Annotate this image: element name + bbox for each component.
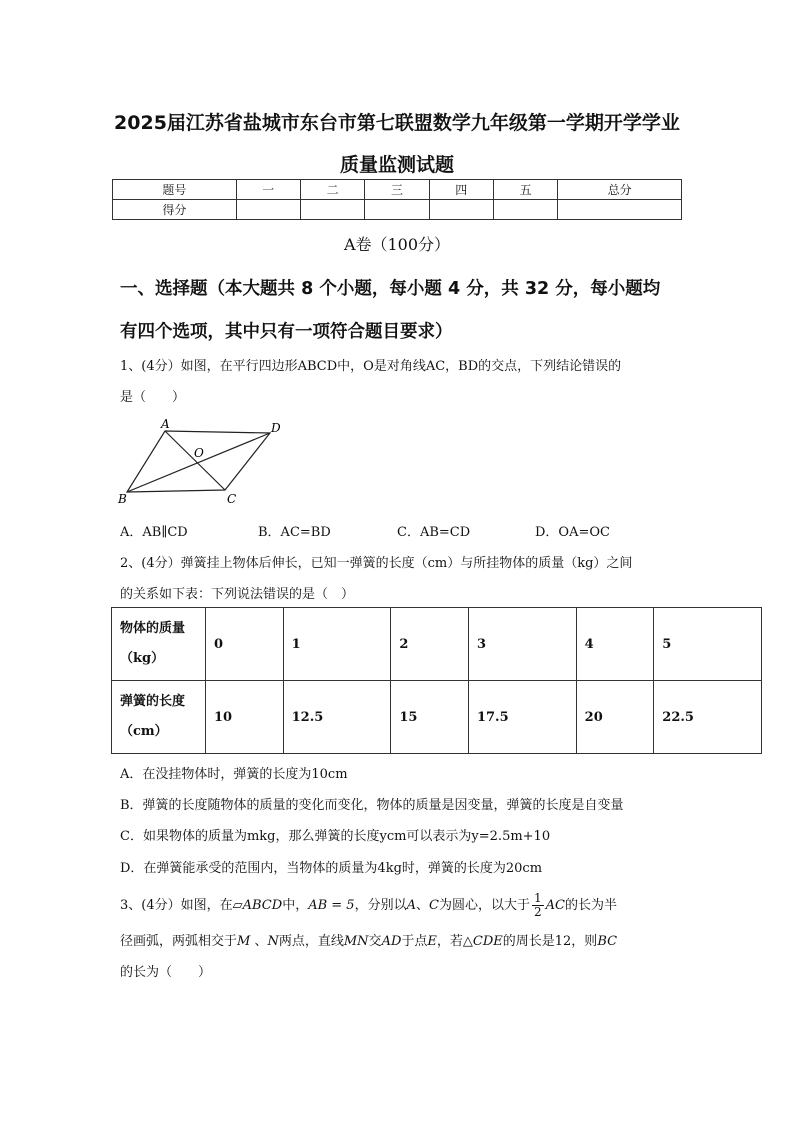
q3-mid2: ，分别以	[354, 898, 407, 913]
q3-text-part: 的周长是12，则	[502, 934, 598, 949]
fraction-denominator: 2	[533, 905, 542, 919]
q3-given: AB = 5	[308, 898, 355, 913]
option-d[interactable]: D．OA=OC	[535, 525, 610, 540]
q3-segment-bc: BC	[597, 934, 618, 949]
score-cell	[300, 200, 364, 220]
question-2-text: 2、(4分）弹簧挂上物体后伸长，已知一弹簧的长度（cm）与所挂物体的质量（kg）之间	[120, 556, 633, 571]
score-header-cell: 总分	[558, 180, 682, 200]
label-o: O	[194, 446, 204, 460]
option-c[interactable]: C．AB=CD	[397, 525, 471, 540]
q3-triangle-cde: △CDE	[462, 934, 503, 949]
q3-segment-ac: AC	[545, 898, 565, 913]
q3-text-part: 交	[368, 934, 382, 949]
exam-title-line2: 质量监测试题	[339, 154, 454, 176]
label-b: B	[118, 492, 127, 506]
mass-label-unit: （kg）	[120, 651, 165, 666]
score-cell	[558, 200, 682, 220]
length-cell: 15	[391, 681, 469, 754]
length-row	[112, 681, 762, 754]
exam-title-line1: 2025届江苏省盐城市东台市第七联盟数学九年级第一学期开学学业	[114, 112, 680, 134]
q3-text-part: 径画弧，两弧相交于	[120, 934, 238, 949]
question-1-text: 1、(4分）如图，在平行四边形ABCD中，O是对角线AC，BD的交点，下列结论错误的	[120, 359, 622, 374]
length-cell: 20	[576, 681, 654, 754]
q2-option-c[interactable]: C．如果物体的质量为mkg，那么弹簧的长度ycm可以表示为y=2.5m+10	[120, 829, 551, 844]
q2-option-d[interactable]: D．在弹簧能承受的范围内，当物体的质量为4kg时，弹簧的长度为20cm	[120, 861, 543, 876]
score-header-cell: 五	[493, 180, 557, 200]
section-heading-line1: 一、选择题（本大题共 8 个小题，每小题 4 分，共 32 分，每小题均	[120, 279, 661, 299]
fraction-numerator: 1	[533, 891, 542, 905]
question-3-text	[120, 892, 617, 919]
q3-text-part: 两点，直线	[278, 934, 344, 949]
mass-cell: 4	[576, 608, 654, 681]
q3-text-part: ，若	[436, 934, 463, 949]
section-heading-line2: 有四个选项，其中只有一项符合题目要求）	[120, 322, 453, 342]
score-row-label: 得分	[113, 200, 237, 220]
mass-cell: 5	[654, 608, 762, 681]
score-cell	[429, 200, 493, 220]
score-table-header-row	[113, 180, 682, 200]
length-cell: 10	[206, 681, 284, 754]
score-header-cell: 三	[365, 180, 429, 200]
q3-prefix: 3、(4分）如图，在	[120, 898, 233, 913]
q3-mid3: 为圆心，以大于	[438, 898, 530, 913]
q3-segment-ad: AD	[381, 934, 402, 949]
question-1-options	[120, 521, 720, 539]
mass-cell: 1	[283, 608, 391, 681]
score-table	[112, 179, 682, 220]
label-d: D	[271, 421, 281, 435]
question-2-text-cont: 的关系如下表：下列说法错误的是（ ）	[120, 587, 355, 602]
spring-data-table	[111, 607, 762, 754]
score-table-score-row	[113, 200, 682, 220]
score-header-cell: 四	[429, 180, 493, 200]
option-b[interactable]: B．AC=BD	[258, 525, 331, 540]
parallelogram-figure	[115, 415, 295, 510]
length-row-label	[112, 681, 206, 754]
q3-point-m: M	[237, 934, 251, 949]
q3-mid1: 中，	[282, 898, 309, 913]
length-cell: 12.5	[283, 681, 391, 754]
q3-text-part: 、	[250, 934, 268, 949]
diagonal-bd	[127, 433, 270, 492]
score-header-cell: 一	[236, 180, 300, 200]
q3-point-e: E	[427, 934, 437, 949]
q3-line-mn: MN	[343, 934, 369, 949]
option-a[interactable]: A．AB∥CD	[120, 525, 188, 540]
question-3-text-end: 的长为（ ）	[120, 965, 212, 980]
mass-cell: 0	[206, 608, 284, 681]
mass-cell: 2	[391, 608, 469, 681]
length-cell: 17.5	[468, 681, 576, 754]
mass-row-label	[112, 608, 206, 681]
question-3-text-cont	[120, 930, 617, 949]
q3-suffix: 的长为半	[564, 898, 617, 913]
length-label-name: 弹簧的长度	[120, 694, 186, 709]
q3-point-c: C	[429, 898, 439, 913]
diagonal-ac	[165, 431, 225, 490]
length-cell: 22.5	[654, 681, 762, 754]
score-header-cell: 题号	[113, 180, 237, 200]
mass-row	[112, 608, 762, 681]
score-cell	[493, 200, 557, 220]
q3-fraction	[532, 892, 544, 919]
q3-sep: 、	[415, 898, 429, 913]
question-1-text-cont: 是（ ）	[120, 390, 186, 405]
q2-option-b[interactable]: B．弹簧的长度随物体的质量的变化而变化，物体的质量是因变量，弹簧的长度是自变量	[120, 798, 624, 813]
score-cell	[236, 200, 300, 220]
label-a: A	[161, 417, 170, 431]
q2-option-a[interactable]: A．在没挂物体时，弹簧的长度为10cm	[120, 767, 348, 782]
score-cell	[365, 200, 429, 220]
q3-point-a: A	[406, 898, 416, 913]
q3-point-n: N	[267, 934, 279, 949]
mass-cell: 3	[468, 608, 576, 681]
length-label-unit: （cm）	[120, 724, 168, 739]
label-c: C	[227, 492, 237, 506]
q3-shape: ▱ABCD	[232, 898, 283, 913]
mass-label-name: 物体的质量	[120, 621, 186, 636]
score-header-cell: 二	[300, 180, 364, 200]
paper-part-heading: A卷（100分）	[343, 235, 451, 254]
q3-text-part: 于点	[401, 934, 428, 949]
